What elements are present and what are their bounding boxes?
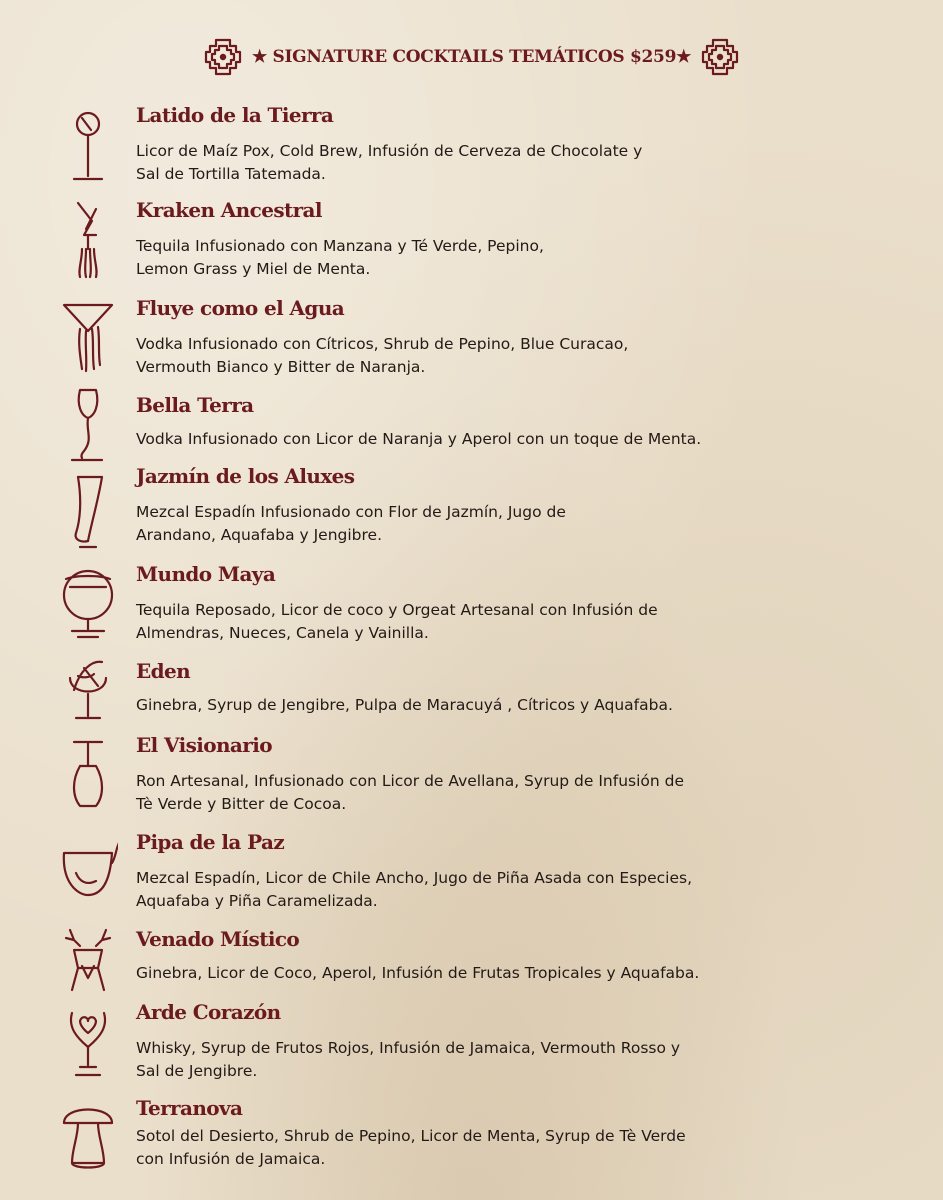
cocktail-description: Mezcal Espadín Infusionado con Flor de Jazmín, Jugo de Arandano, Aquafaba y Jengibre.	[136, 503, 566, 544]
cocktail-description: Tequila Infusionado con Manzana y Té Verde, Pepino, Lemon Grass y Miel de Menta.	[136, 237, 544, 278]
heart-glass-icon	[58, 1003, 118, 1083]
chakana-emblem-icon	[699, 36, 741, 78]
cocktail-name: El Visionario	[136, 733, 272, 757]
cocktail-description: Ginebra, Syrup de Jengibre, Pulpa de Maracuyá , Cítricos y Aquafaba.	[136, 696, 673, 714]
cocktail-description: Whisky, Syrup de Frutos Rojos, Infusión de Jamaica, Vermouth Rosso y Sal de Jengibre.	[136, 1039, 681, 1080]
cocktail-name: Fluye como el Agua	[136, 296, 345, 320]
cocktail-description: Vodka Infusionado con Cítricos, Shrub de Pepino, Blue Curacao, Vermouth Bianco y Bitter de Naranja.	[136, 335, 629, 376]
cocktail-name: Venado Místico	[136, 927, 300, 951]
cocktail-name: Arde Corazón	[136, 1000, 281, 1024]
horn-glass-icon	[58, 471, 118, 551]
cocktail-name: Kraken Ancestral	[136, 198, 322, 222]
menu-title: ★ SIGNATURE COCKTAILS TEMÁTICOS $259★	[251, 47, 692, 67]
kraken-glass-icon	[58, 199, 118, 279]
chakana-emblem-icon	[202, 36, 244, 78]
cocktail-name: Latido de la Tierra	[136, 103, 334, 127]
coupe-glass-icon	[58, 656, 118, 736]
cocktail-description: Tequila Reposado, Licor de coco y Orgeat Artesanal con Infusión de Almendras, Nueces, Canela y Vainilla.	[136, 601, 658, 642]
wine-glass-icon	[58, 384, 118, 464]
cocktail-description: Licor de Maíz Pox, Cold Brew, Infusión de Cerveza de Chocolate y Sal de Tortilla Tatemada.	[136, 142, 643, 183]
cocktail-name: Terranova	[136, 1096, 243, 1120]
cocktail-name: Pipa de la Paz	[136, 830, 285, 854]
globe-glass-icon	[58, 565, 118, 645]
martini-glass-icon	[58, 299, 118, 379]
cocktail-name: Eden	[136, 659, 191, 683]
cocktail-description: Mezcal Espadín, Licor de Chile Ancho, Jugo de Piña Asada con Especies, Aquafaba y Piña Caramelizada.	[136, 869, 693, 910]
glass-icon	[58, 106, 118, 186]
cocktail-description: Ron Artesanal, Infusionado con Licor de Avellana, Syrup de Infusión de Tè Verde y Bitter de Cocoa.	[136, 772, 685, 813]
cocktail-description: Vodka Infusionado con Licor de Naranja y Aperol con un toque de Menta.	[136, 430, 702, 448]
cocktail-name: Jazmín de los Aluxes	[136, 464, 355, 488]
pipe-glass-icon	[58, 833, 118, 913]
flask-glass-icon	[58, 736, 118, 816]
cocktail-description: Ginebra, Licor de Coco, Aperol, Infusión de Frutas Tropicales y Aquafaba.	[136, 964, 700, 982]
cocktail-name: Mundo Maya	[136, 562, 276, 586]
mushroom-glass-icon	[58, 1097, 118, 1177]
menu-header	[0, 36, 943, 78]
cocktail-description: Sotol del Desierto, Shrub de Pepino, Licor de Menta, Syrup de Tè Verde con Infusión de Jamaica.	[136, 1127, 686, 1168]
deer-glass-icon	[58, 926, 118, 1006]
cocktail-name: Bella Terra	[136, 393, 254, 417]
